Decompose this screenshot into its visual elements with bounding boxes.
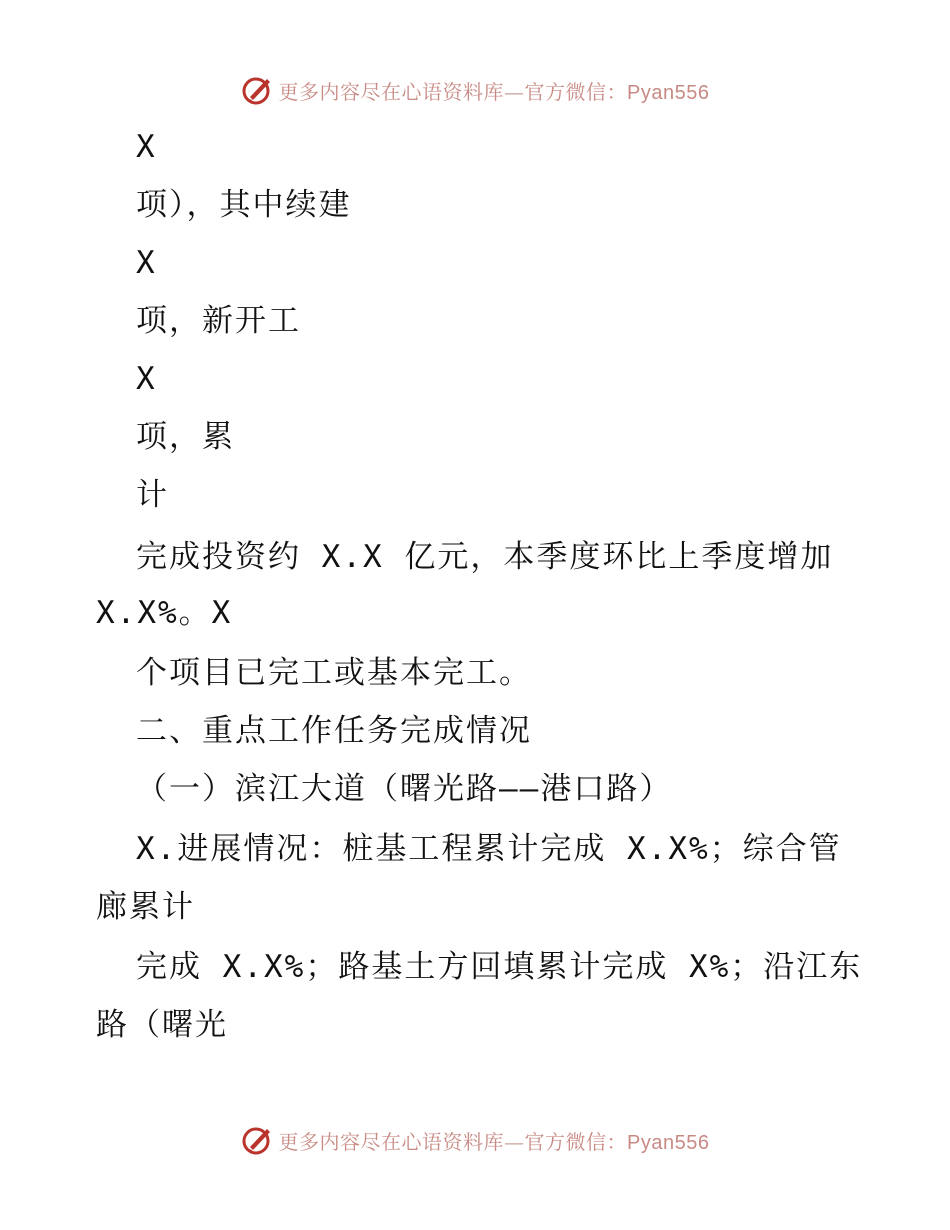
doc-line-2: 项），其中续建: [136, 187, 352, 223]
watermark-text: [279, 1126, 710, 1155]
doc-line-3: X: [136, 245, 157, 281]
watermark-separator: —: [504, 79, 525, 104]
doc-line-16: 路（曙光: [96, 1007, 228, 1043]
doc-line-15: 完成 X.X%；路基土方回填累计完成 X%；沿江东: [136, 949, 863, 985]
doc-line-10: 个项目已完工或基本完工。: [136, 655, 532, 691]
doc-line-7: 计: [136, 477, 169, 513]
watermark-separator: —: [504, 1129, 525, 1154]
doc-line-9: X.X%。X: [96, 595, 233, 631]
watermark-footer: [0, 1120, 950, 1160]
doc-subsection-heading: （一）滨江大道（曙光路——港口路）: [136, 771, 673, 807]
watermark-brand: 更多内容尽在心语资料库: [278, 79, 505, 104]
doc-section-heading: 二、重点工作任务完成情况: [136, 713, 532, 749]
watermark-wechat-label: 官方微信：: [524, 79, 628, 104]
quill-seal-icon: [241, 1123, 275, 1157]
watermark-brand: 更多内容尽在心语资料库: [278, 1129, 505, 1154]
doc-line-14: 廊累计: [96, 889, 195, 925]
quill-seal-icon: [241, 73, 275, 107]
watermark-wechat-label: 官方微信：: [524, 1129, 628, 1154]
watermark-text: [279, 76, 710, 105]
doc-line-8: 完成投资约 X.X 亿元，本季度环比上季度增加: [136, 539, 834, 575]
watermark-header: [0, 70, 950, 110]
doc-line-13: X.进展情况：桩基工程累计完成 X.X%；综合管: [136, 831, 842, 867]
doc-line-4: 项，新开工: [136, 303, 301, 339]
doc-line-5: X: [136, 361, 157, 397]
watermark-wechat-id: Pyan556: [627, 81, 710, 104]
watermark-wechat-id: Pyan556: [627, 1131, 710, 1154]
doc-line-6: 项，累: [136, 419, 235, 455]
doc-line-1: X: [136, 129, 157, 165]
